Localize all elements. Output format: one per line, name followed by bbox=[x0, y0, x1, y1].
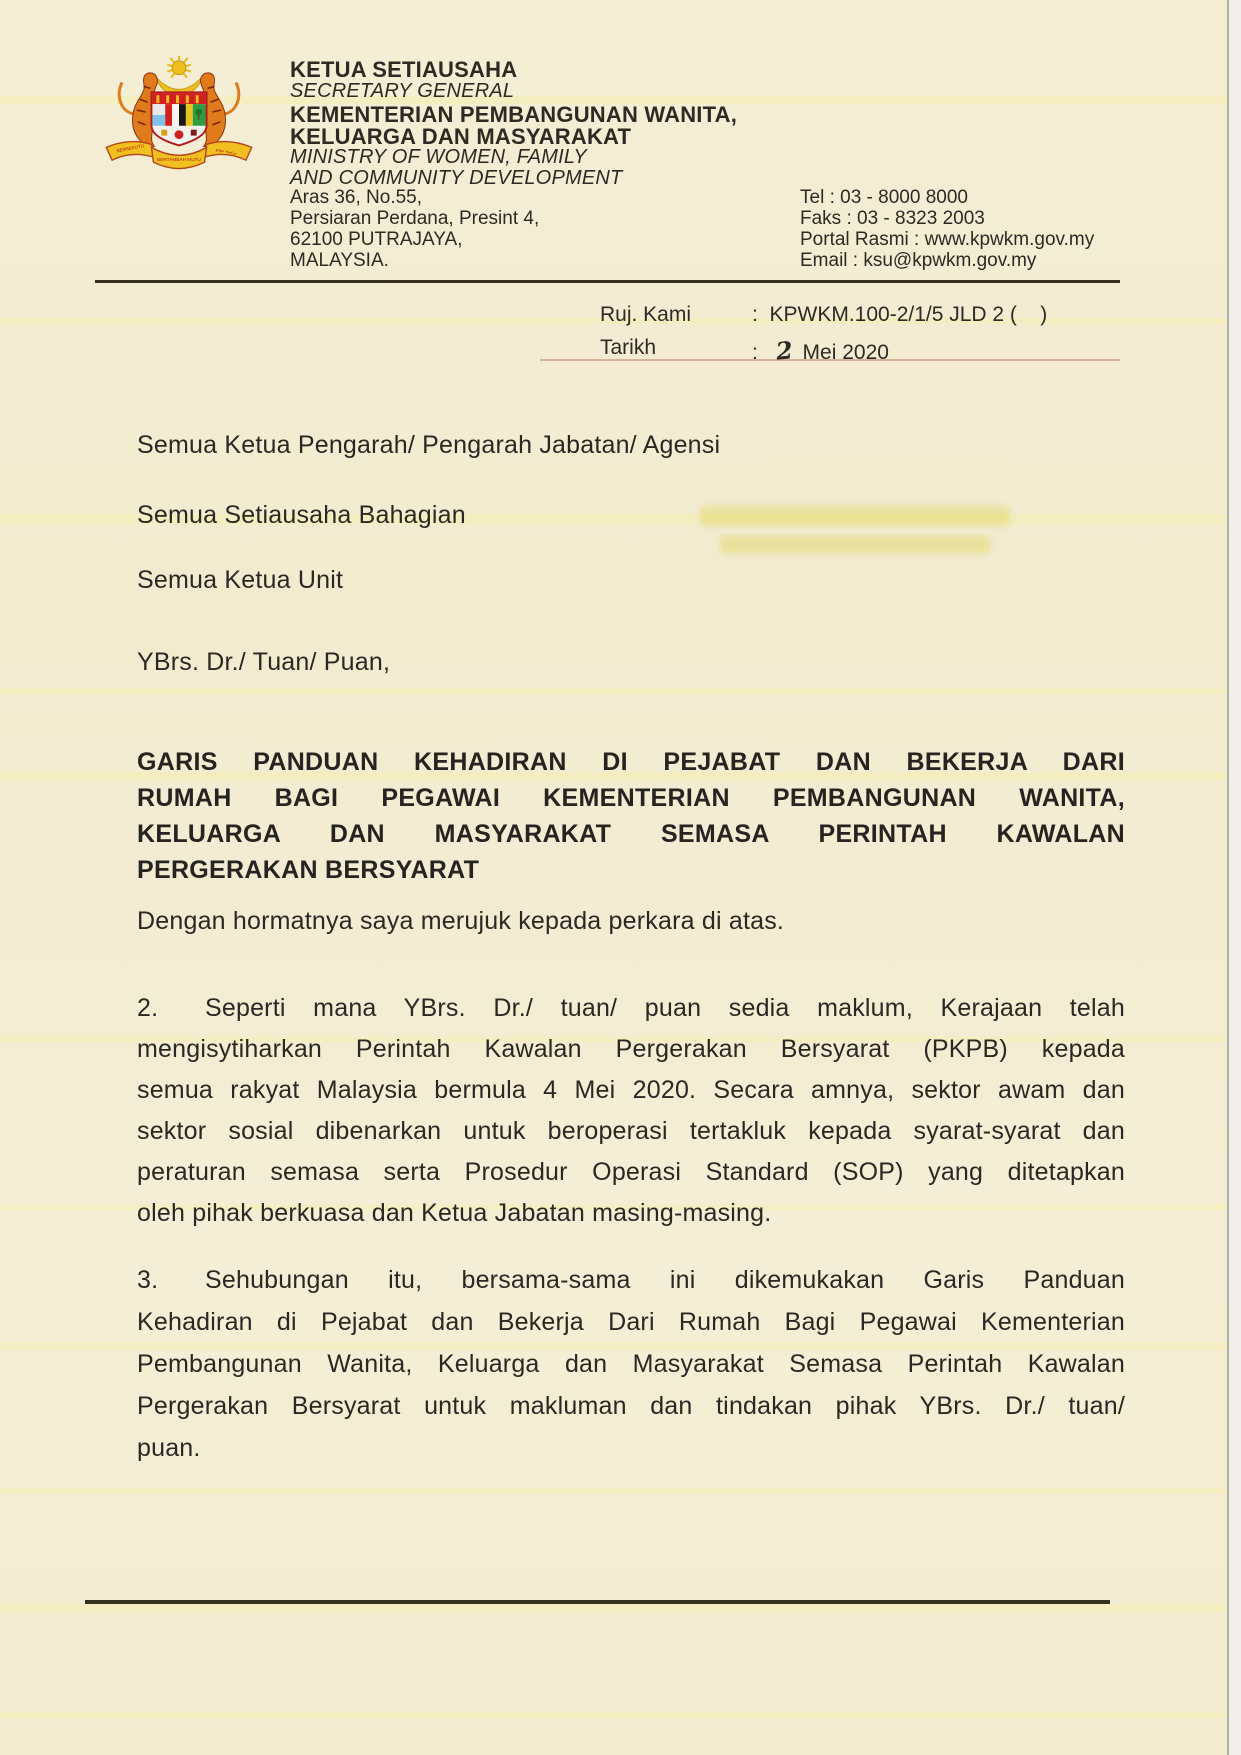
crest-motto-left: BERSEKUTU bbox=[116, 143, 145, 154]
paragraph-2-line: mengisytiharkan Perintah Kawalan Pergerakan Bersyarat (PKPB) kepada bbox=[137, 1035, 1125, 1063]
paragraph-3-line: Kehadiran di Pejabat dan Bekerja Dari Rumah Bagi Pegawai Kementerian bbox=[137, 1308, 1125, 1336]
date-label: Tarikh bbox=[600, 336, 657, 359]
date-underline bbox=[540, 359, 1120, 361]
footer-divider-rule bbox=[85, 1600, 1110, 1604]
paragraph-number: 2. bbox=[137, 994, 159, 1022]
letterhead-ministry-my-1: KEMENTERIAN PEMBANGUNAN WANITA, bbox=[290, 102, 738, 127]
paragraph-3-line: 3. Sehubungan itu, bersama-sama ini dikemukakan Garis Panduan bbox=[137, 1260, 1125, 1301]
crest-motto-center: BERTAMBAH MUTU bbox=[157, 158, 201, 164]
subject-heading-line: RUMAH BAGI PEGAWAI KEMENTERIAN PEMBANGUNAN WANITA, bbox=[137, 784, 1125, 812]
letterhead-title-en: SECRETARY GENERAL bbox=[290, 80, 515, 102]
recipient-line: Semua Ketua Pengarah/ Pengarah Jabatan/ Agensi bbox=[137, 431, 721, 459]
letterhead-address-line: 62100 PUTRAJAYA, bbox=[290, 229, 463, 250]
letterhead-ministry-en-2: AND COMMUNITY DEVELOPMENT bbox=[290, 167, 623, 189]
paragraph-3-line: puan. bbox=[137, 1434, 201, 1462]
letterhead-divider-rule bbox=[95, 280, 1120, 283]
malaysia-coat-of-arms bbox=[98, 53, 260, 171]
subject-heading-line: GARIS PANDUAN KEHADIRAN DI PEJABAT DAN BEKERJA DARI bbox=[137, 748, 1125, 776]
recipient-line: Semua Ketua Unit bbox=[137, 566, 344, 594]
crest-shield bbox=[151, 92, 206, 145]
paragraph-2-line: sektor sosial dibenarkan untuk beroperasi tertakluk kepada syarat-syarat dan bbox=[137, 1117, 1125, 1145]
salutation: YBrs. Dr./ Tuan/ Puan, bbox=[137, 648, 391, 676]
paragraph-number: 3. bbox=[137, 1266, 159, 1294]
ink-bleed-ghost-text bbox=[720, 536, 990, 554]
letterhead-address-line: Aras 36, No.55, bbox=[290, 187, 423, 208]
scan-streak bbox=[0, 1604, 1241, 1612]
date-day-handwritten: 2 bbox=[774, 335, 795, 366]
scan-background-margin bbox=[1229, 0, 1241, 1755]
scan-streak bbox=[0, 688, 1241, 694]
subject-heading-line: KELUARGA DAN MASYARAKAT SEMASA PERINTAH KAWALAN bbox=[137, 820, 1125, 848]
paragraph-2-line: oleh pihak berkuasa dan Ketua Jabatan masing-masing. bbox=[137, 1199, 772, 1227]
paper-edge bbox=[1227, 0, 1229, 1755]
opening-line: Dengan hormatnya saya merujuk kepada perkara di atas. bbox=[137, 907, 785, 935]
letterhead-ministry-en-1: MINISTRY OF WOMEN, FAMILY bbox=[290, 146, 587, 168]
subject-heading-line: PERGERAKAN BERSYARAT bbox=[137, 856, 480, 884]
letterhead-contact-email: Email : ksu@kpwkm.gov.my bbox=[800, 250, 1037, 271]
letterhead-contact-portal: Portal Rasmi : www.kpwkm.gov.my bbox=[800, 229, 1095, 250]
date-colon: : bbox=[752, 341, 758, 364]
letterhead-title-my: KETUA SETIAUSAHA bbox=[290, 57, 518, 82]
scan-streak bbox=[0, 1712, 1241, 1718]
paragraph-3-line: Pembangunan Wanita, Keluarga dan Masyarakat Semasa Perintah Kawalan bbox=[137, 1350, 1125, 1378]
paragraph-3-line: Pergerakan Bersyarat untuk makluman dan tindakan pihak YBrs. Dr./ tuan/ bbox=[137, 1392, 1125, 1420]
paragraph-2-line: semua rakyat Malaysia bermula 4 Mei 2020. Secara amnya, sektor awam dan bbox=[137, 1076, 1125, 1104]
letterhead-contact-tel: Tel : 03 - 8000 8000 bbox=[800, 187, 968, 208]
recipient-line: Semua Setiausaha Bahagian bbox=[137, 501, 466, 529]
paragraph-2-line: 2. Seperti mana YBrs. Dr./ tuan/ puan sedia maklum, Kerajaan telah bbox=[137, 988, 1125, 1029]
letterhead-address-line: Persiaran Perdana, Presint 4, bbox=[290, 208, 540, 229]
date-month-year: Mei 2020 bbox=[802, 341, 889, 364]
crest-motto-right: برتمبه موتو bbox=[215, 147, 238, 157]
letterhead-address-line: MALAYSIA. bbox=[290, 250, 389, 271]
scan-streak bbox=[0, 1488, 1241, 1494]
paragraph-2-line: peraturan semasa serta Prosedur Operasi Standard (SOP) yang ditetapkan bbox=[137, 1158, 1125, 1186]
reference-number-label: Ruj. Kami bbox=[600, 303, 692, 326]
reference-number-value: : KPWKM.100-2/1/5 JLD 2 ( ) bbox=[752, 303, 1048, 326]
letterhead-contact-fax: Faks : 03 - 8323 2003 bbox=[800, 208, 985, 229]
ink-bleed-ghost-text bbox=[700, 506, 1010, 526]
letterhead-ministry-my-2: KELUARGA DAN MASYARAKAT bbox=[290, 124, 632, 149]
